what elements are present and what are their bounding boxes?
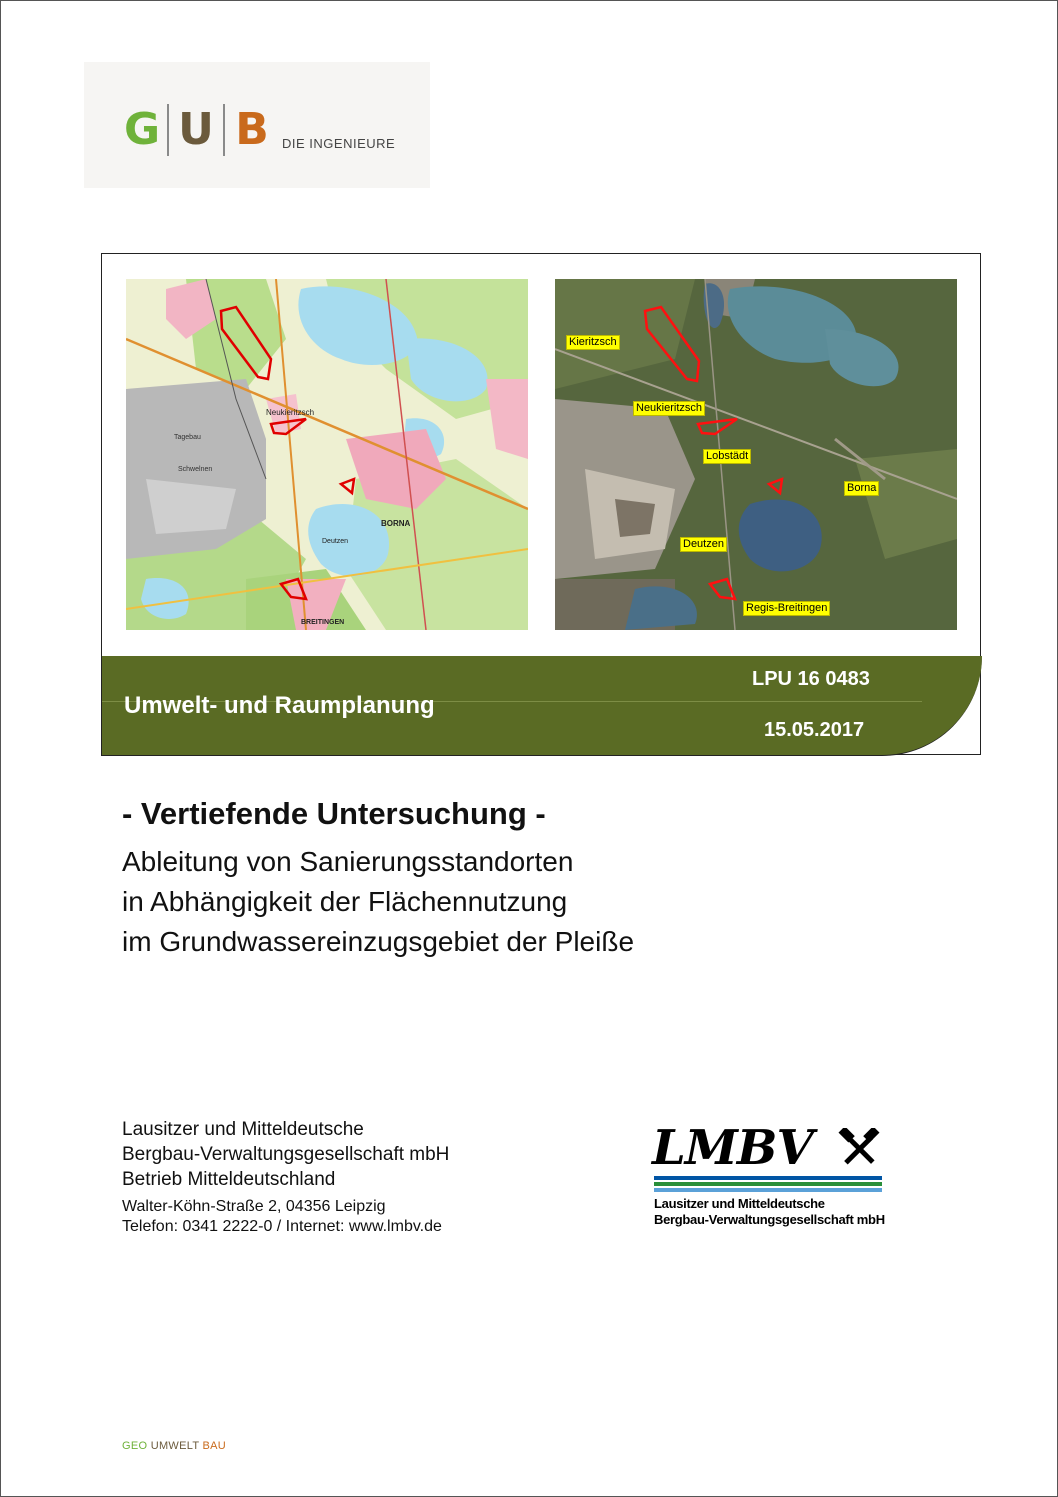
lmbv-logo	[652, 1122, 888, 1232]
gub-separator	[167, 104, 169, 156]
gub-letter-b: B	[235, 104, 269, 155]
address-line-3: Betrieb Mitteldeutschland	[122, 1169, 336, 1190]
gub-letter-g: G	[124, 104, 161, 155]
hammer-and-pick-icon	[838, 1128, 880, 1170]
band-title: Umwelt- und Raumplanung	[124, 692, 435, 719]
lmbv-stripe-lightblue	[654, 1188, 882, 1192]
address-contact: Telefon: 0341 2222-0 / Internet: www.lmbv.de	[122, 1218, 442, 1235]
subtitle-line-1: Ableitung von Sanierungsstandorten	[122, 846, 574, 877]
lmbv-wordmark: LMBV	[652, 1120, 813, 1176]
topo-label-borna: BORNA	[381, 519, 411, 528]
lmbv-stripe-green	[654, 1182, 882, 1186]
label-deutzen: Deutzen	[680, 537, 727, 552]
topo-label-neukieritzsch: Neukieritzsch	[266, 408, 315, 417]
satellite-map	[555, 279, 957, 630]
footer-tagline	[122, 1440, 226, 1452]
gub-letter-u: U	[178, 104, 214, 155]
label-neukieritzsch: Neukieritzsch	[633, 401, 705, 416]
topo-label-deutzen: Deutzen	[322, 538, 349, 545]
address-street: Walter-Köhn-Straße 2, 04356 Leipzig	[122, 1198, 386, 1215]
topographic-map	[126, 279, 528, 630]
footer-bau: BAU	[202, 1440, 227, 1452]
address-line-2: Bergbau-Verwaltungsgesellschaft mbH	[122, 1144, 450, 1165]
subtitle-line-2: in Abhängigkeit der Flächennutzung	[122, 886, 568, 917]
footer-geo: GEO	[122, 1440, 148, 1452]
lmbv-subtitle-1: Lausitzer und Mitteldeutsche	[654, 1196, 825, 1211]
project-code: LPU 16 0483	[752, 668, 870, 690]
topo-label-tagebau: Tagebau	[174, 434, 201, 441]
address-line-1: Lausitzer und Mitteldeutsche	[122, 1119, 364, 1140]
label-lobstaedt: Lobstädt	[703, 449, 751, 464]
subtitle-line-3: im Grundwassereinzugsgebiet der Pleiße	[122, 926, 635, 957]
project-band	[101, 656, 982, 756]
lmbv-stripe-blue	[654, 1176, 882, 1180]
label-borna: Borna	[844, 481, 879, 496]
gub-separator	[223, 104, 225, 156]
label-kieritzsch: Kieritzsch	[566, 335, 620, 350]
label-regis-breitingen: Regis-Breitingen	[743, 601, 830, 616]
footer-umwelt: UMWELT	[150, 1440, 200, 1452]
gub-logo	[84, 62, 430, 188]
lmbv-subtitle-2: Bergbau-Verwaltungsgesellschaft mbH	[654, 1212, 885, 1227]
document-heading: - Vertiefende Untersuchung -	[122, 796, 546, 831]
project-date: 15.05.2017	[764, 719, 865, 741]
topo-label-schwelnen: Schwelnen	[178, 466, 213, 473]
topo-label-breitingen: BREITINGEN	[301, 619, 345, 626]
gub-tagline: DIE INGENIEURE	[282, 136, 396, 151]
